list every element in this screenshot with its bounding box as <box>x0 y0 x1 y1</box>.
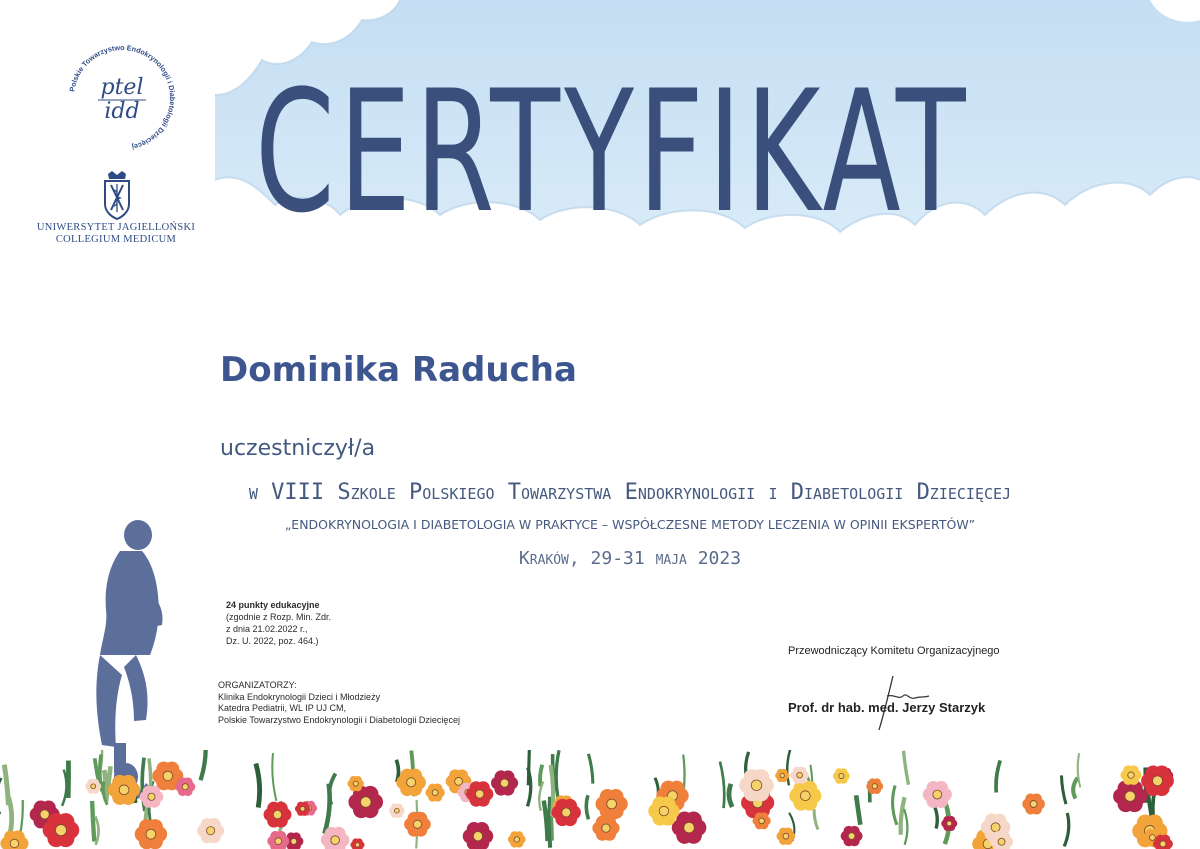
ptelidd-logo <box>62 38 182 158</box>
flower-stem <box>893 785 897 824</box>
flower-stem <box>787 750 790 785</box>
flower <box>592 815 619 840</box>
flower <box>350 838 364 849</box>
flower <box>1113 780 1147 812</box>
flower <box>508 831 526 847</box>
organizer-line3: Polskie Towarzystwo Endokrynologii i Diabetologii Dziecięcej <box>218 714 460 725</box>
points-line1: (zgodnie z Rozp. Min. Zdr. <box>226 612 332 622</box>
flower-stem <box>1061 775 1065 804</box>
flower-stem <box>1073 778 1077 799</box>
flower <box>789 781 821 811</box>
flower <box>135 819 167 849</box>
flower <box>841 826 863 846</box>
flower <box>596 789 628 819</box>
uj-crest-icon <box>100 170 134 220</box>
flower <box>389 803 405 818</box>
organizers-label: ORGANIZATORZY: <box>218 680 297 690</box>
certificate-title: CERTYFIKAT <box>255 54 970 250</box>
flower <box>267 831 289 849</box>
flower-stem <box>201 750 206 780</box>
signature-role: Przewodniczący Komitetu Organizacyjnego <box>788 645 1000 657</box>
flower-stem <box>586 795 588 819</box>
flower <box>404 812 431 837</box>
uj-name-line1: UNIWERSYTET JAGIELLOŃSKI <box>36 222 196 233</box>
flower <box>833 768 850 784</box>
ptelidd-ring-text: Polskie Towarzystwo Endokrynologii i Diabetologii Dziecięcej <box>67 42 178 152</box>
flower-stem <box>549 797 550 848</box>
flower-stem <box>256 764 260 808</box>
flower-stem <box>9 797 12 833</box>
flower-stem <box>1148 795 1151 816</box>
points-line2: z dnia 21.02.2022 r., <box>226 624 308 634</box>
flower-stem <box>552 817 553 841</box>
flower-stem <box>729 784 732 807</box>
event-name: w VIII Szkole Polskiego Towarzystwa Endokrynologii i Diabetologii Dziecięcej <box>248 480 1012 505</box>
flower-stem <box>1064 813 1069 846</box>
flower-stem <box>901 797 905 835</box>
event-place-date: Kraków, 29-31 maja 2023 <box>518 548 742 569</box>
points-line3: Dz. U. 2022, poz. 464.) <box>226 636 319 646</box>
flower-stem <box>996 760 1000 792</box>
flower <box>0 830 28 849</box>
flower <box>197 818 224 843</box>
flower-stem <box>814 809 818 829</box>
flower <box>463 822 493 849</box>
recipient-name: Dominika Raducha <box>220 350 577 390</box>
flower-stem <box>904 809 907 845</box>
flower-stem <box>329 773 335 804</box>
flower <box>776 827 795 844</box>
flower-stem <box>20 800 23 835</box>
organizer-line2: Katedra Pediatrii, WL IP UJ CM, <box>218 703 347 713</box>
flower-stem <box>62 769 66 805</box>
flower-stem <box>0 778 1 814</box>
flower-stem <box>92 801 94 842</box>
uj-name <box>20 222 212 246</box>
flower-stem <box>528 750 530 785</box>
uj-name-line2: COLLEGIUM MEDICUM <box>55 234 177 245</box>
flower-stem <box>1078 753 1081 787</box>
flower-stem <box>95 816 98 844</box>
flower-stem <box>272 753 276 801</box>
participated-text: uczestniczył/a <box>220 436 376 461</box>
flower-stem <box>544 800 548 841</box>
points-title: 24 punkty edukacyjne <box>226 600 320 610</box>
flower-stem <box>588 754 592 784</box>
flower <box>1022 793 1045 814</box>
flower <box>396 769 426 797</box>
signatory-name: Prof. dr hab. med. Jerzy Starzyk <box>788 700 986 715</box>
flower-stem <box>720 762 724 809</box>
ptelidd-monogram-line1: ptel <box>100 75 144 100</box>
organizers-block <box>218 680 518 726</box>
flower-stem <box>556 750 559 797</box>
flower-border <box>0 750 1200 849</box>
flower <box>425 784 444 802</box>
organizer-line1: Klinika Endokrynologii Dzieci i Młodzieży <box>218 691 381 702</box>
flower <box>941 816 957 831</box>
flower <box>491 770 518 795</box>
flower-stem <box>904 751 909 785</box>
event-subtitle: „ENDOKRYNOLOGIA I DIABETOLOGIA W PRAKTYCE – WSPÓŁCZESNE METODY LECZENIA W OPINII EKSPERTÓW” <box>284 517 976 532</box>
flower-stem <box>856 795 860 824</box>
flower <box>790 767 808 784</box>
education-points <box>226 599 426 647</box>
flower <box>264 802 292 828</box>
ptelidd-monogram-line2: idd <box>104 99 140 124</box>
